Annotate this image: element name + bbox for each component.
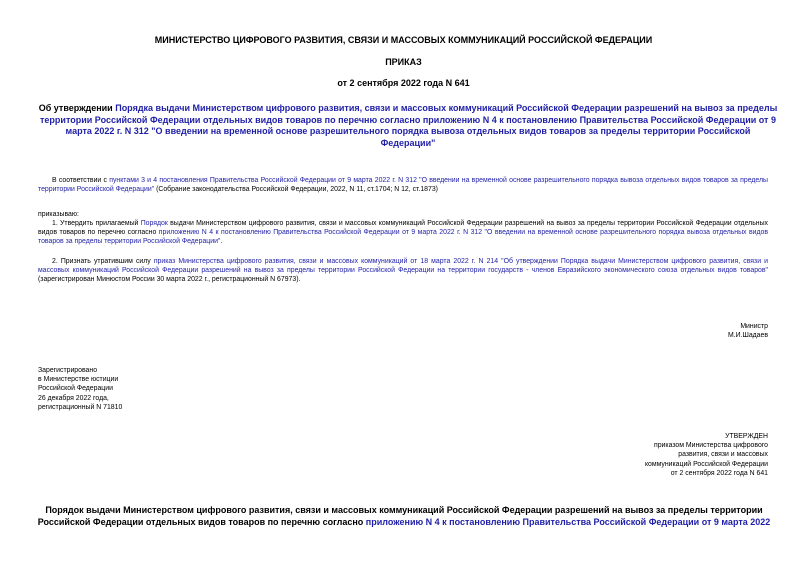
approved-block (645, 432, 768, 478)
approved-line-2: приказом Министерства цифрового (653, 442, 768, 450)
item-2-text-1: 2. Признать утратившим силу (52, 258, 154, 265)
item-1-link-resolution[interactable]: приложению N 4 к постановлению Правительства Российской Федерации от 9 марта 2022 г. N 312 "О введении на временной основе разрешительного порядка вывоза отдельных видов товаров за пределы территории Российской Федерации" (38, 229, 768, 246)
document-title (38, 103, 778, 149)
signature-position: Министр (740, 323, 768, 330)
procedure-title-link[interactable]: приложению N 4 к постановлению Правительства Российской Федерации от 9 марта 2022 (365, 516, 771, 527)
order-word: приказываю: (38, 211, 79, 218)
item-2-link-order[interactable]: приказ Министерства цифрового развития, связи и массовых коммуникаций от 18 марта 2022 г. N 214 "Об утверждении Порядка выдачи Министерством цифрового развития, связи и массовых коммуникаций Российской Федерации разрешений на вывоз за пределы территории Российской Федерации на территории государств - членов Евразийского экономического союза отдельных видов товаров" (38, 258, 768, 275)
registration-line-4: 26 декабря 2022 года, (38, 394, 109, 402)
item-2-text-2: (зарегистрирован Минюстом России 30 марта 2022 г., регистрационный N 67973). (38, 276, 301, 284)
registration-line-1: Зарегистрировано (38, 367, 98, 374)
registration-line-2: в Министерстве юстиции (38, 376, 119, 384)
title-link[interactable]: Порядка выдачи Министерством цифрового развития, связи и массовых коммуникаций Российской Федерации разрешений на вывоз за пределы территории Российской Федерации отдельных видов товаров по перечню согласно приложению N 4 к постановлению Правительства Российской Федерации от 9 марта 2022 г. N 312 "О введении на временной основе разрешительного порядка вывоза отдельных видов товаров за пределы территории Российской Федерации" (40, 103, 778, 148)
registration-block (38, 366, 122, 412)
doc-type: ПРИКАЗ (385, 57, 422, 67)
preamble-text-2: (Собрание законодательства Российской Федерации, 2022, N 11, ст.1704; N 12, ст.1873) (154, 186, 438, 194)
preamble-paragraph (38, 176, 768, 194)
item-2-paragraph (38, 257, 768, 285)
registration-line-5: регистрационный N 71810 (38, 403, 123, 411)
procedure-title (34, 505, 774, 528)
signature-block (728, 322, 768, 340)
approved-line-5: от 2 сентября 2022 года N 641 (670, 469, 768, 477)
preamble-text-1: В соответствии с (52, 177, 110, 184)
item-1-link-procedure[interactable]: Порядок (140, 220, 168, 227)
item-1-paragraph (38, 219, 768, 247)
approved-line-4: коммуникаций Российской Федерации (644, 460, 768, 468)
preamble-link[interactable]: пунктами 3 и 4 постановления Правительства Российской Федерации от 9 марта 2022 г. N 312 "О введении на временной основе разрешительного порядка вывоза отдельных видов товаров за пределы территории Российской Федерации" (38, 177, 768, 194)
item-1-text-3: . (220, 238, 223, 246)
signature-name: М.И.Шадаев (727, 332, 768, 340)
approved-line-3: развития, связи и массовых (678, 451, 768, 459)
doc-date-number: от 2 сентября 2022 года N 641 (337, 78, 470, 88)
item-1-text-2: выдачи Министерством цифрового развития, связи и массовых коммуникаций Российской Федерации разрешений на вывоз за пределы территории Российской Федерации отдельных видов товаров по перечню согласно (38, 220, 768, 237)
item-1-text-1: 1. Утвердить прилагаемый (52, 220, 141, 227)
approved-line-1: УТВЕРЖДЕН (725, 433, 768, 440)
ministry-header: МИНИСТЕРСТВО ЦИФРОВОГО РАЗВИТИЯ, СВЯЗИ И МАССОВЫХ КОММУНИКАЦИЙ РОССИЙСКОЙ ФЕДЕРАЦИИ (154, 35, 653, 45)
registration-line-3: Российской Федерации (38, 385, 113, 393)
title-prefix: Об утверждении (38, 103, 116, 113)
procedure-title-text: Порядок выдачи Министерством цифрового развития, связи и массовых коммуникаций Российской Федерации разрешений на вывоз за пределы территории Российской Федерации отдельных видов товаров по перечню согласно (37, 505, 763, 527)
